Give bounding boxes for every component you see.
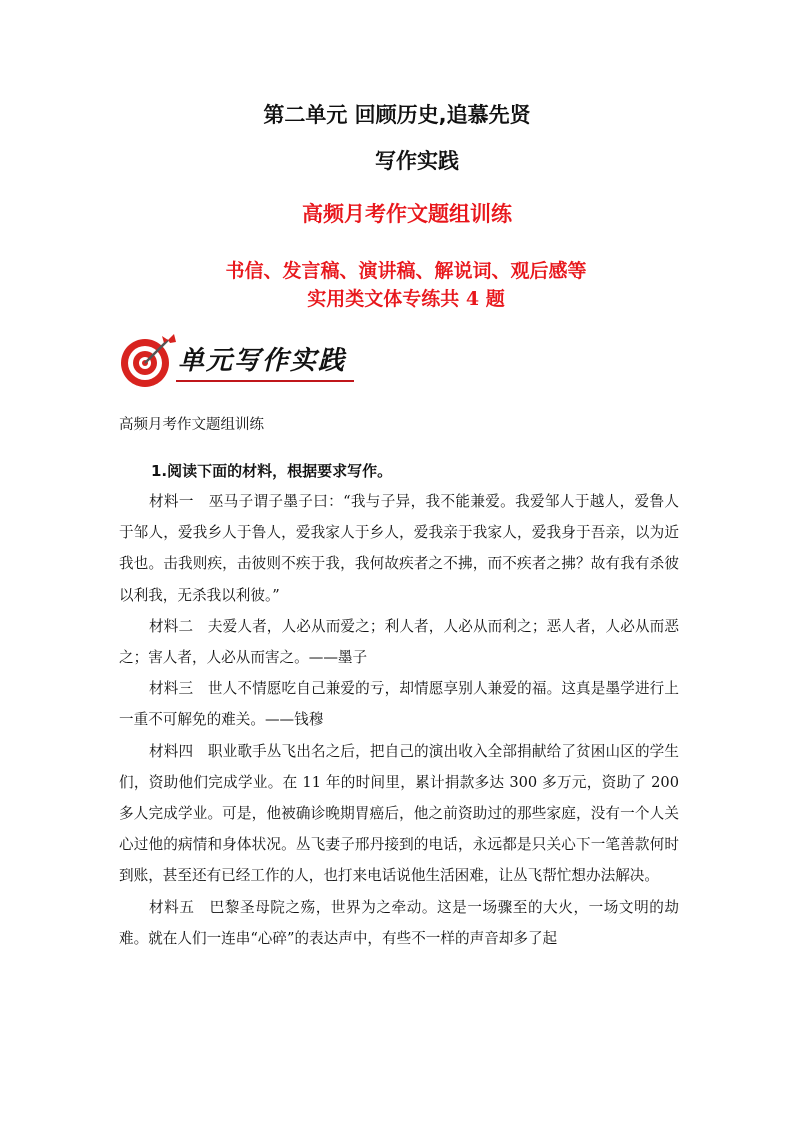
section-title: 写作实践 xyxy=(375,149,459,173)
material-paragraph-5: 材料五 巴黎圣母院之殇，世界为之牵动。这是一场骤至的大火，一场文明的劫难。就在人们一连串“心碎”的表达声中，有些不一样的声音却多了起 xyxy=(119,898,679,947)
target-icon xyxy=(118,330,178,390)
genres-subtitle-line1: 书信、发言稿、演讲稿、解说词、观后感等 xyxy=(225,260,587,282)
question-heading: 1.阅读下面的材料，根据要求写作。 xyxy=(151,462,393,480)
unit-title: 第二单元 回顾历史,追慕先贤 xyxy=(263,103,531,127)
material-paragraph-2: 材料二 夫爱人者，人必从而爱之；利人者，人必从而利之；恶人者，人必从而恶之；害人者，人必从而害之。——墨子 xyxy=(119,617,679,667)
unit-writing-banner xyxy=(118,330,358,390)
material-paragraph-1: 材料一 巫马子谓子墨子曰：“我与子异，我不能兼爱。我爱邹人于越人，爱鲁人于邹人，爱我乡人于鲁人，爱我家人于乡人，爱我亲于我家人，爱我身于吾亲，以为近我也。击我则疾，击彼则不疾于我，我何故疾者之不拂，而不疾者之拂？故有我有杀彼以利我，无杀我以利彼。” xyxy=(119,493,679,604)
genres-subtitle-line2: 实用类文体专练共 4 题 xyxy=(307,288,505,310)
training-title: 高频月考作文题组训练 xyxy=(302,202,512,226)
material-paragraph-3: 材料三 世人不情愿吃自己兼爱的亏，却情愿享别人兼爱的福。这真是墨学进行上一重不可解免的难关。——钱穆 xyxy=(119,680,679,729)
material-paragraph-4: 材料四 职业歌手丛飞出名之后，把自己的演出收入全部捐献给了贫困山区的学生们，资助他们完成学业。在 11 年的时间里，累计捐款多达 300 多万元，资助了 200 多人完成学业。可是，他被确诊晚期胃癌后，他之前资助过的那些家庭，没有一个人关心过他的病情和身体状况。丛飞妻子邢丹接到的电话，永远都是只关心下一笔善款何时到账，甚至还有已经工作的人，也打来电话说他生活困难，让丛飞帮忙想办法解决。 xyxy=(119,742,679,885)
materials-body xyxy=(119,486,679,954)
banner-underline xyxy=(176,380,354,382)
banner-label: 单元写作实践 xyxy=(178,346,347,376)
section-heading: 高频月考作文题组训练 xyxy=(119,417,264,433)
